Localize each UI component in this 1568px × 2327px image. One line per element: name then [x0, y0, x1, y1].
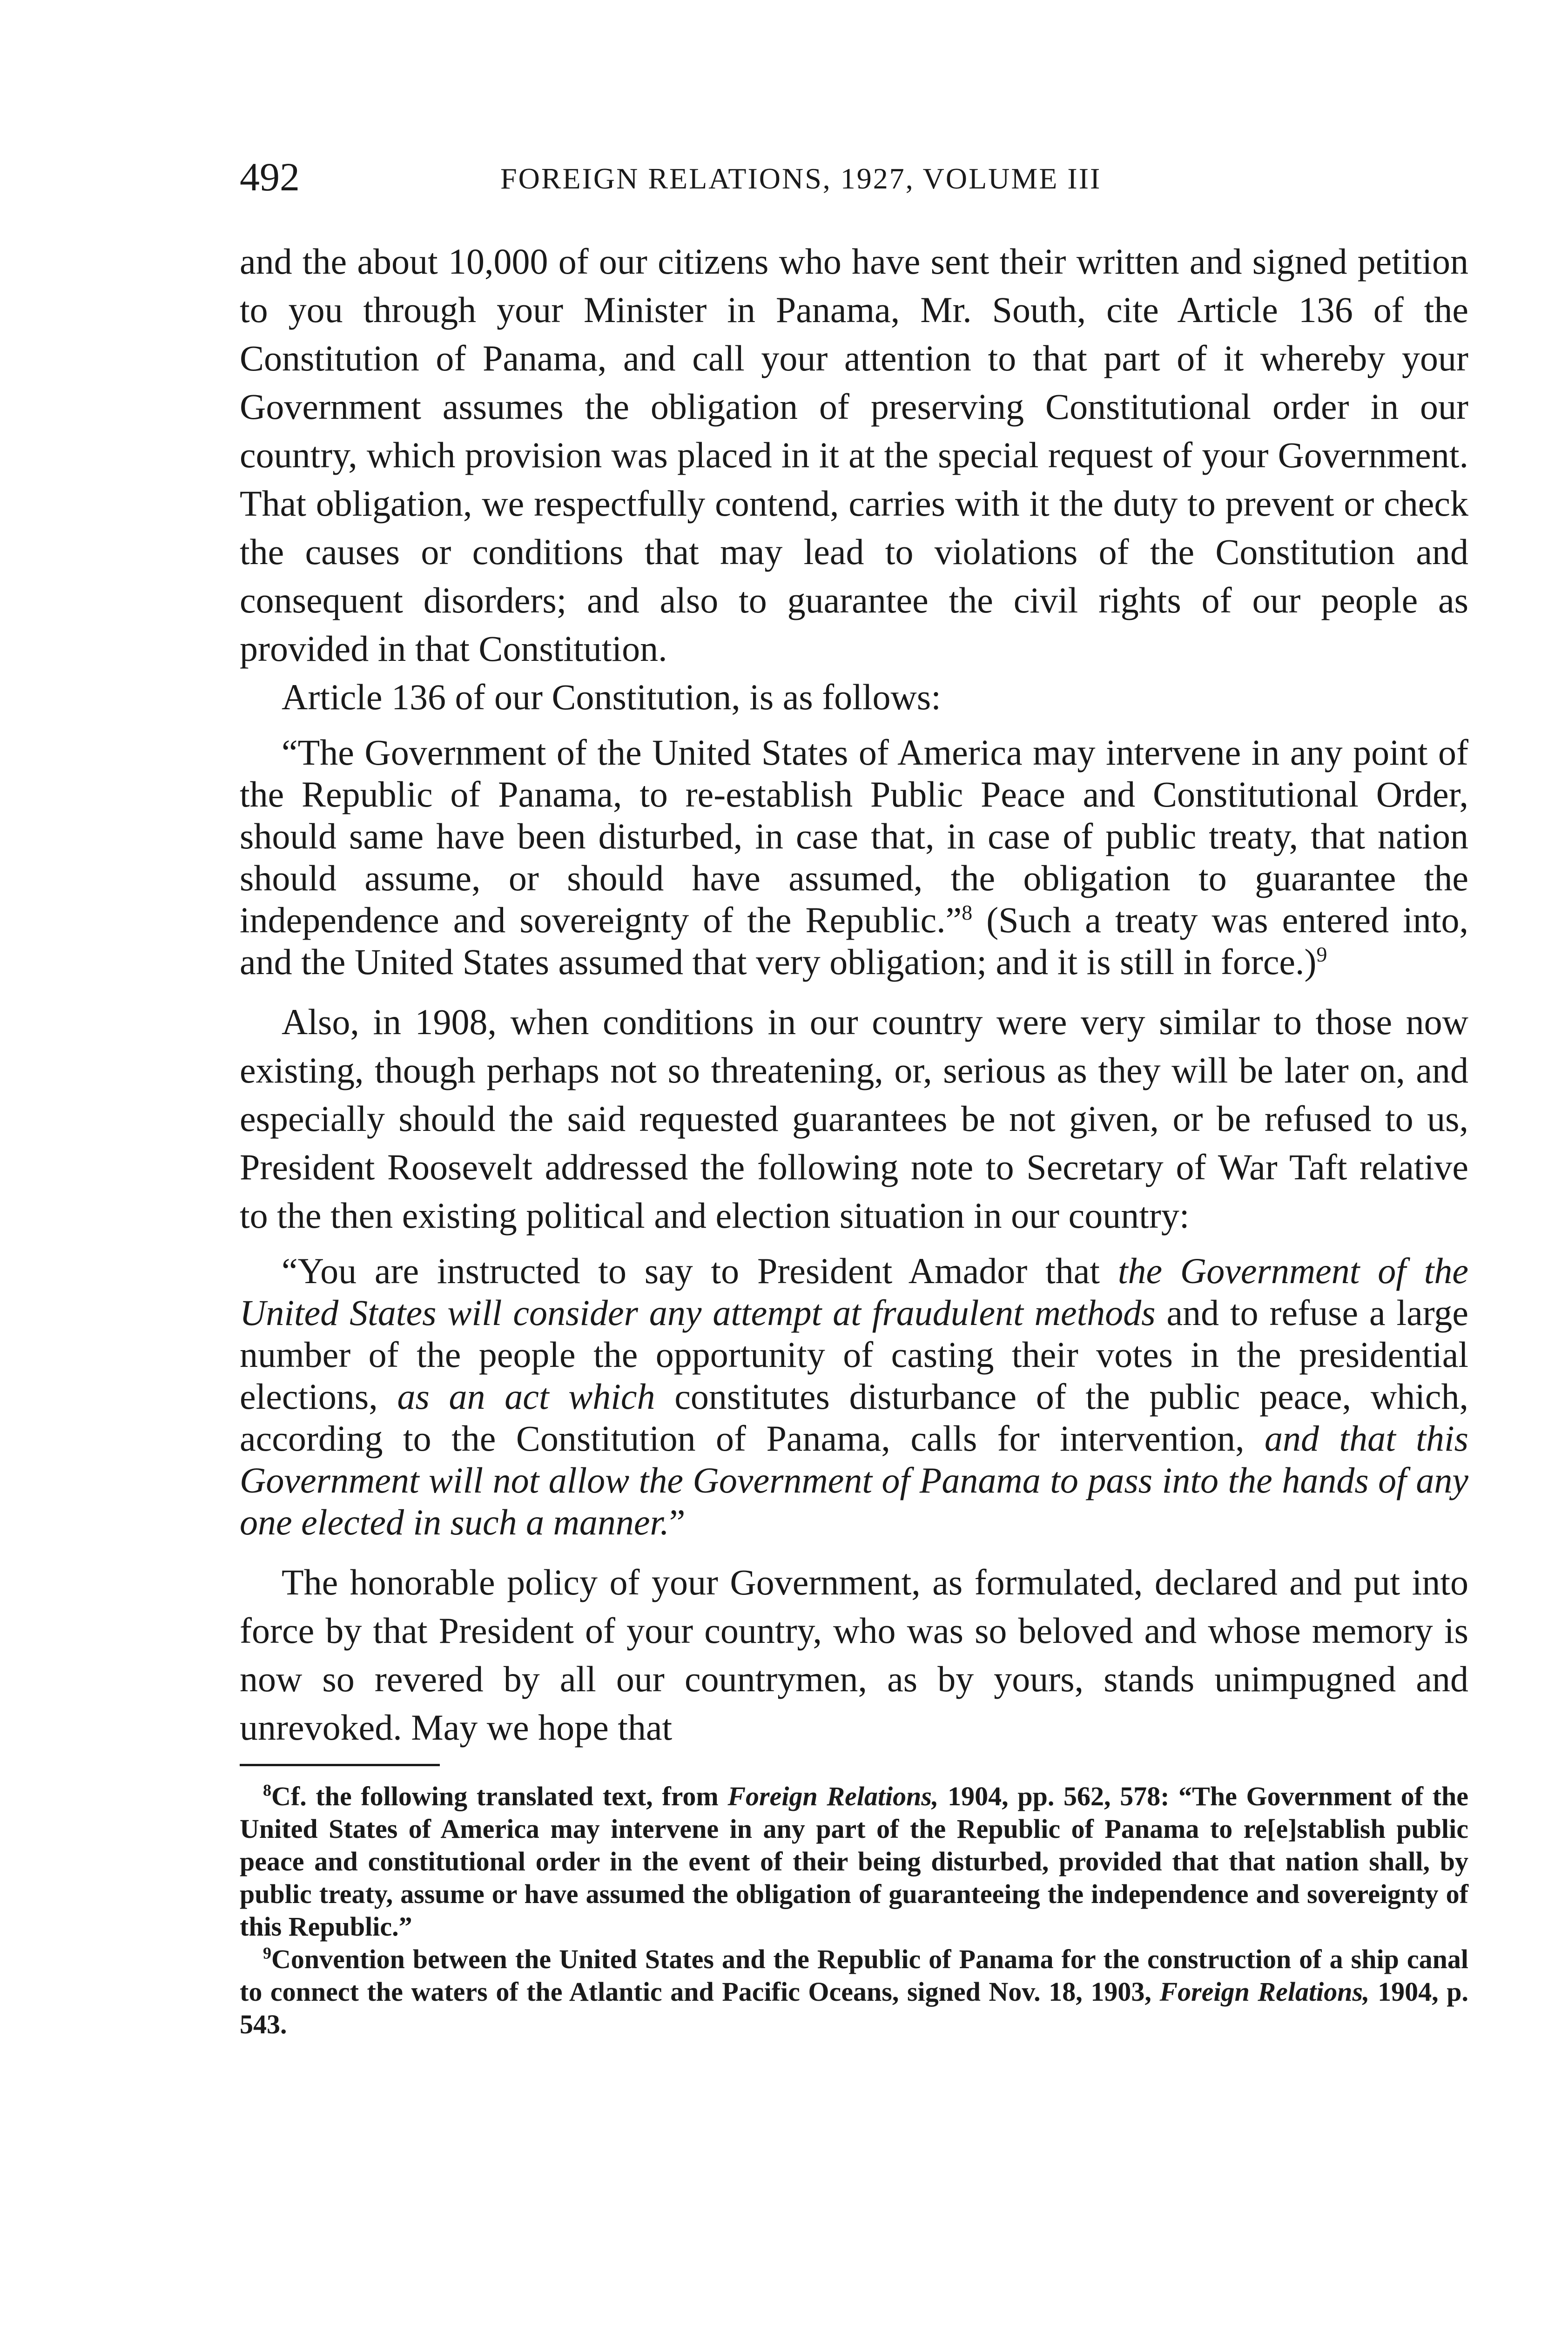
footnote-rule	[240, 1764, 440, 1766]
paragraph-1: and the about 10,000 of our citizens who have sent their written and signed petition to you through your Minister in Panama, Mr. South, cite Article 136 of the Constitution of Panama, and call your attention to that part of it whereby your Government assumes the obligation of preserving Constitutional order in our country, which provision was placed in it at the special request of your Government. That obligation, we respectfully contend, carries with it the duty to prevent or check the causes or conditions that may lead to violations of the Constitution and consequent disorders; and also to guarantee the civil rights of our people as provided in that Constitution.	[240, 241, 1468, 669]
body-text	[240, 237, 1468, 1752]
quote-1-text-b: (Such a treaty was entered into, and the United States assumed that very obligation; and it is still in force.)	[240, 900, 1468, 982]
footnote-9-text-c: 1904, p. 543.	[240, 1977, 1468, 2039]
footnote-9-source: Foreign Relations,	[1159, 1977, 1370, 2007]
quote-2-segment-1: “You are instructed to say to President Amador that	[282, 1251, 1118, 1291]
footnote-8-text-c: 1904, pp. 562, 578: “The Government of the United States of America may intervene in any part of the Republic of Panama to re[e]stablish public peace and constitutional order in the event of their being disturbed, provided that that nation shall, by public treaty, assume or have assumed the obligation of guaranteeing the independence and sovereignty of this Republic.”	[240, 1781, 1468, 1942]
footnote-9	[240, 1943, 1468, 2041]
quote-2-segment-3: constitutes disturbance of the public peace, which, according to the Constitution of Panama, calls for intervention,	[240, 1376, 1468, 1459]
footnote-9-mark: 9	[263, 1944, 271, 1963]
footnotes	[240, 1780, 1468, 2041]
quote-2-segment-4: ”	[669, 1502, 686, 1542]
footnote-8-text-a: Cf. the following translated text, from	[271, 1781, 728, 1811]
footnote-ref-9: 9	[1316, 942, 1327, 966]
footnote-ref-8: 8	[962, 901, 973, 924]
footnote-9-text-a: Convention between the United States and the Republic of Panama for the construction of a ship canal to connect the waters of the Atlantic and Pacific Oceans, signed Nov. 18, 1903,	[240, 1944, 1468, 2007]
footnote-8-mark: 8	[263, 1781, 271, 1800]
paragraph-3: Also, in 1908, when conditions in our country were very similar to those now existing, though perhaps not so threatening, or, serious as they will be later on, and especially should the said requested guarantees be not given, or be refused to us, President Roosevelt addressed the following note to Secretary of War Taft relative to the then existing political and election situation in our country:	[240, 1002, 1468, 1236]
page-number: 492	[240, 155, 300, 199]
block-quote-article-136	[240, 732, 1468, 983]
running-head	[240, 154, 1468, 209]
paragraph-2: Article 136 of our Constitution, is as follows:	[282, 677, 941, 717]
quote-2-italic-3: and that this Government will not allow the Government of Panama to pass into the hands of any one elected in such a manner.	[240, 1418, 1468, 1542]
quote-2-segment-2: and to refuse a large number of the people the opportunity of casting their votes in the presidential elections,	[240, 1292, 1468, 1417]
block-quote-roosevelt-note	[240, 1250, 1468, 1543]
document-page	[240, 154, 1468, 2041]
quote-2-italic-1: the Government of the United States will consider any attempt at fraudulent methods	[240, 1251, 1468, 1333]
running-title: FOREIGN RELATIONS, 1927, VOLUME III	[500, 162, 1102, 195]
paragraph-4: The honorable policy of your Government, as formulated, declared and put into force by that President of your country, who was so beloved and whose memory is now so revered by all our countrymen, as by yours, stands unimpugned and unrevoked. May we hope that	[240, 1562, 1468, 1748]
quote-2-italic-2: as an act which	[397, 1376, 655, 1417]
footnote-8-source: Foreign Relations,	[727, 1781, 939, 1811]
footnote-8	[240, 1780, 1468, 1943]
quote-1-text-a: “The Government of the United States of America may intervene in any point of the Republic of Panama, to re-establish Public Peace and Constitutional Order, should same have been disturbed, in case that, in case of public treaty, that nation should assume, or should have assumed, the obligation to guarantee the independence and sovereignty of the Republic.”	[240, 732, 1468, 940]
